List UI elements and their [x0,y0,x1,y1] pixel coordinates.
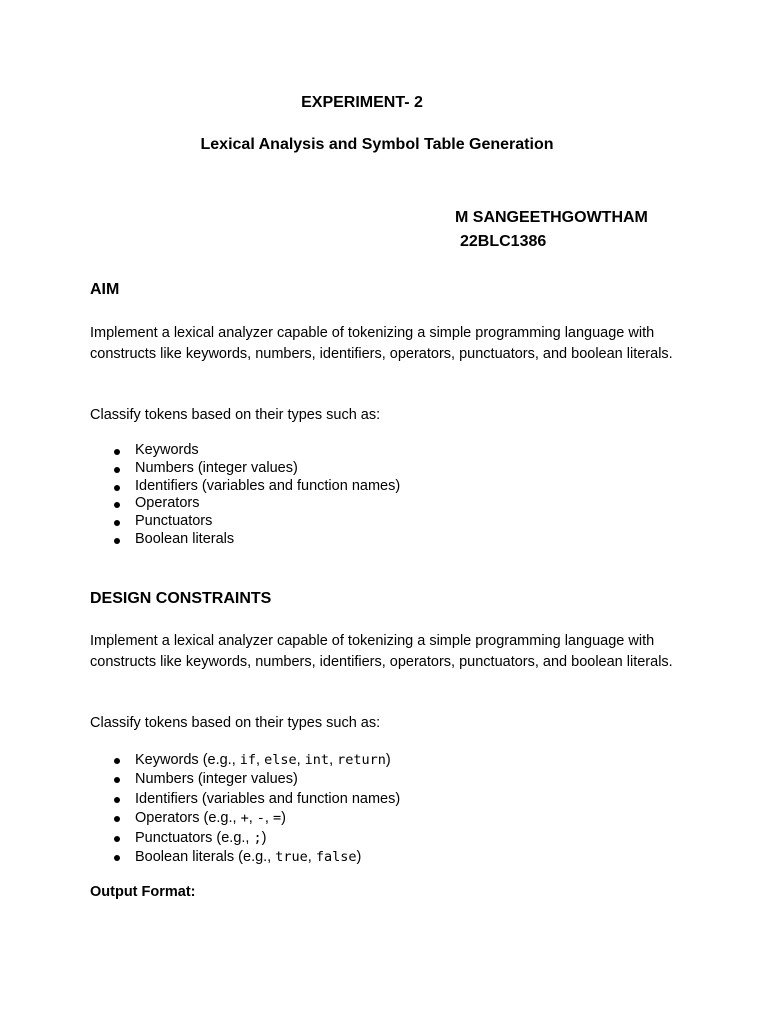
boolean-code: true [275,848,308,865]
list-item: Keywords [90,442,400,460]
design-constraints-heading: DESIGN CONSTRAINTS [90,590,272,607]
boolean-code: false [315,848,357,865]
list-item: Boolean literals [90,531,400,549]
keyword-code: int [304,752,330,768]
booleans-separator: , [307,848,316,865]
operators-separator: , [264,810,273,827]
keywords-separator: , [329,752,338,768]
keywords-prefix: Keywords (e.g., [135,752,240,768]
list-item-punctuators [90,829,400,848]
list-item-keywords [90,751,400,770]
keyword-code: else [264,752,297,768]
aim-heading: AIM [90,281,120,298]
operators-suffix: ) [281,810,286,827]
keywords-separator: , [256,752,265,768]
design-classify-text: Classify tokens based on their types such as: [90,715,381,731]
document-subtitle: Lexical Analysis and Symbol Table Generation [200,136,554,153]
punctuator-code: ; [253,829,262,846]
author-name: M SANGEETHGOWTHAM [455,209,648,226]
punctuators-prefix: Punctuators (e.g., [135,829,254,846]
booleans-prefix: Boolean literals (e.g., [135,848,276,865]
keyword-code: if [239,752,257,768]
list-item-identifiers: Identifiers (variables and function names) [90,790,400,809]
keywords-separator: , [296,752,305,768]
aim-classify-text: Classify tokens based on their types such as: [90,407,381,423]
list-item: Operators [90,495,400,513]
operator-code: - [256,810,265,827]
list-item-booleans [90,848,400,867]
list-item-operators [90,809,400,828]
list-item-numbers: Numbers (integer values) [90,770,400,789]
operators-separator: , [248,810,257,827]
keyword-code: return [337,752,386,768]
list-item: Identifiers (variables and function names) [90,478,400,496]
author-id: 22BLC1386 [460,233,547,250]
aim-paragraph: Implement a lexical analyzer capable of tokenizing a simple programming language with constructs like keywords, numbers, identifiers, operators, punctuators, and boolean literals. [90,325,673,362]
experiment-title: EXPERIMENT- 2 [301,94,423,111]
punctuators-suffix: ) [261,829,267,846]
list-item: Numbers (integer values) [90,460,400,478]
design-token-list [90,751,400,867]
list-item: Punctuators [90,513,400,531]
design-paragraph: Implement a lexical analyzer capable of tokenizing a simple programming language with constructs like keywords, numbers, identifiers, operators, punctuators, and boolean literals. [90,633,673,670]
booleans-suffix: ) [356,848,362,865]
output-format-label: Output Format: [90,884,196,900]
operator-code: = [272,810,282,827]
keywords-suffix: ) [385,752,391,768]
operator-code: + [240,810,249,827]
aim-token-list [90,442,400,549]
operators-prefix: Operators (e.g., [135,810,241,827]
